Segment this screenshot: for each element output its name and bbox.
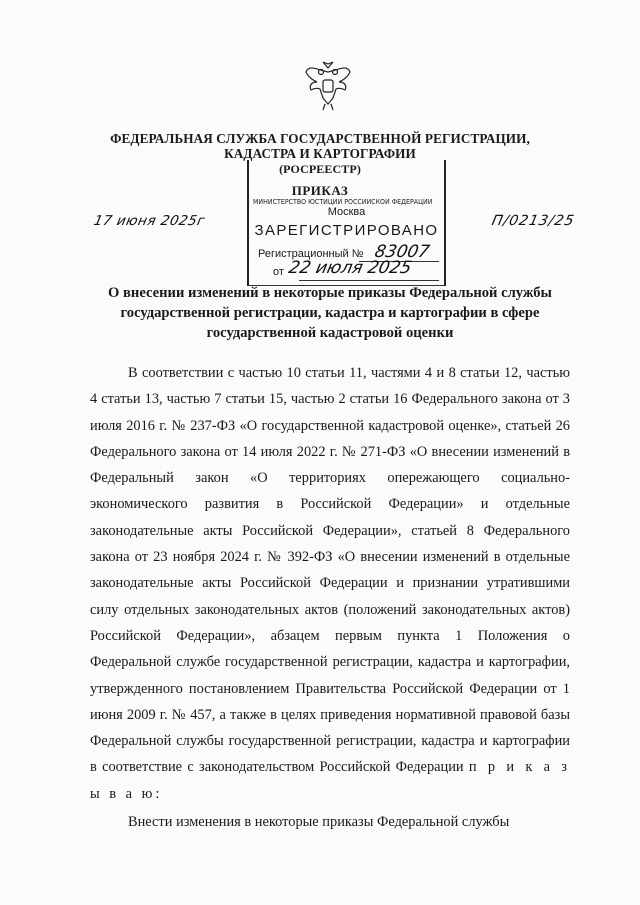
organization-abbreviation: (РОСРЕЕСТР): [279, 162, 361, 176]
stamp-date-value: 22 июля 2025: [286, 258, 414, 278]
stamp-city: Москва: [327, 206, 366, 218]
stamp-regnum-value: 83007: [372, 242, 432, 262]
organization-name-line2: КАДАСТРА И КАРТОГРАФИИ: [224, 146, 416, 161]
handwritten-date: 17 июня 2025г: [92, 213, 207, 229]
body-paragraph-1: [90, 360, 570, 807]
stamp-regnum-label: Регистрационный №: [258, 248, 364, 260]
registration-stamp: [247, 160, 446, 286]
organization-name-line1: ФЕДЕРАЛЬНАЯ СЛУЖБА ГОСУДАРСТВЕННОЙ РЕГИСТРАЦИИ,: [110, 131, 530, 146]
handwritten-order-number: П/0213/25: [490, 213, 577, 229]
stamp-ministry: МИНИСТЕРСТВО ЮСТИЦИИ РОССИЙСКОЙ ФЕДЕРАЦИИ: [253, 198, 433, 206]
order-title: О внесении изменений в некоторые приказы Федеральной службы государственной регистрации, кадастра и картографии в сфере государственной кадастровой оценки: [108, 285, 552, 341]
stamp-date-label: от: [273, 266, 284, 278]
body-paragraph-1-text: В соответствии с частью 10 статьи 11, частями 4 и 8 статьи 12, частью 4 статьи 13, частью 7 статьи 15, частью 2 статьи 16 Федерального закона от 3 июля 2016 г. № 237-ФЗ «О государственной кадастровой оценке», статьей 26 Федерального закона от 14 июля 2022 г. № 271-ФЗ «О внесении изменений в Федеральный закон «О территориях опережающего социально-экономического развития в Российской Федерации» и отдельные законодательные акты Российской Федерации», статьей 8 Федерального закона от 23 ноября 2024 г. № 392-ФЗ «О внесении изменений в отдельные законодательные акты Российской Федерации и признании утратившими силу отдельных законодательных актов (положений законодательных актов) Российской Федерации», абзацем первым пункта 1 Положения о Федеральной службе государственной регистрации, кадастра и картографии, утвержденного постановлением Правительства Российской Федерации от 1 июня 2009 г. № 457, а также в целях приведения нормативной правовой базы Федеральной службы государственной регистрации, кадастра и картографии в соответствие с законодательством Российской Федерации: [90, 365, 570, 776]
body-decree-word: п р и к а з ы в а ю:: [90, 759, 570, 802]
stamp-registered: ЗАРЕГИСТРИРОВАНО: [254, 222, 439, 239]
body-paragraph-2: Внести изменения в некоторые приказы Федеральной службы: [128, 814, 510, 831]
coat-of-arms-emblem: [303, 58, 353, 112]
order-body: [90, 360, 570, 835]
document-type: ПРИКАЗ: [291, 183, 349, 198]
stamp-date-underline: [299, 280, 439, 281]
